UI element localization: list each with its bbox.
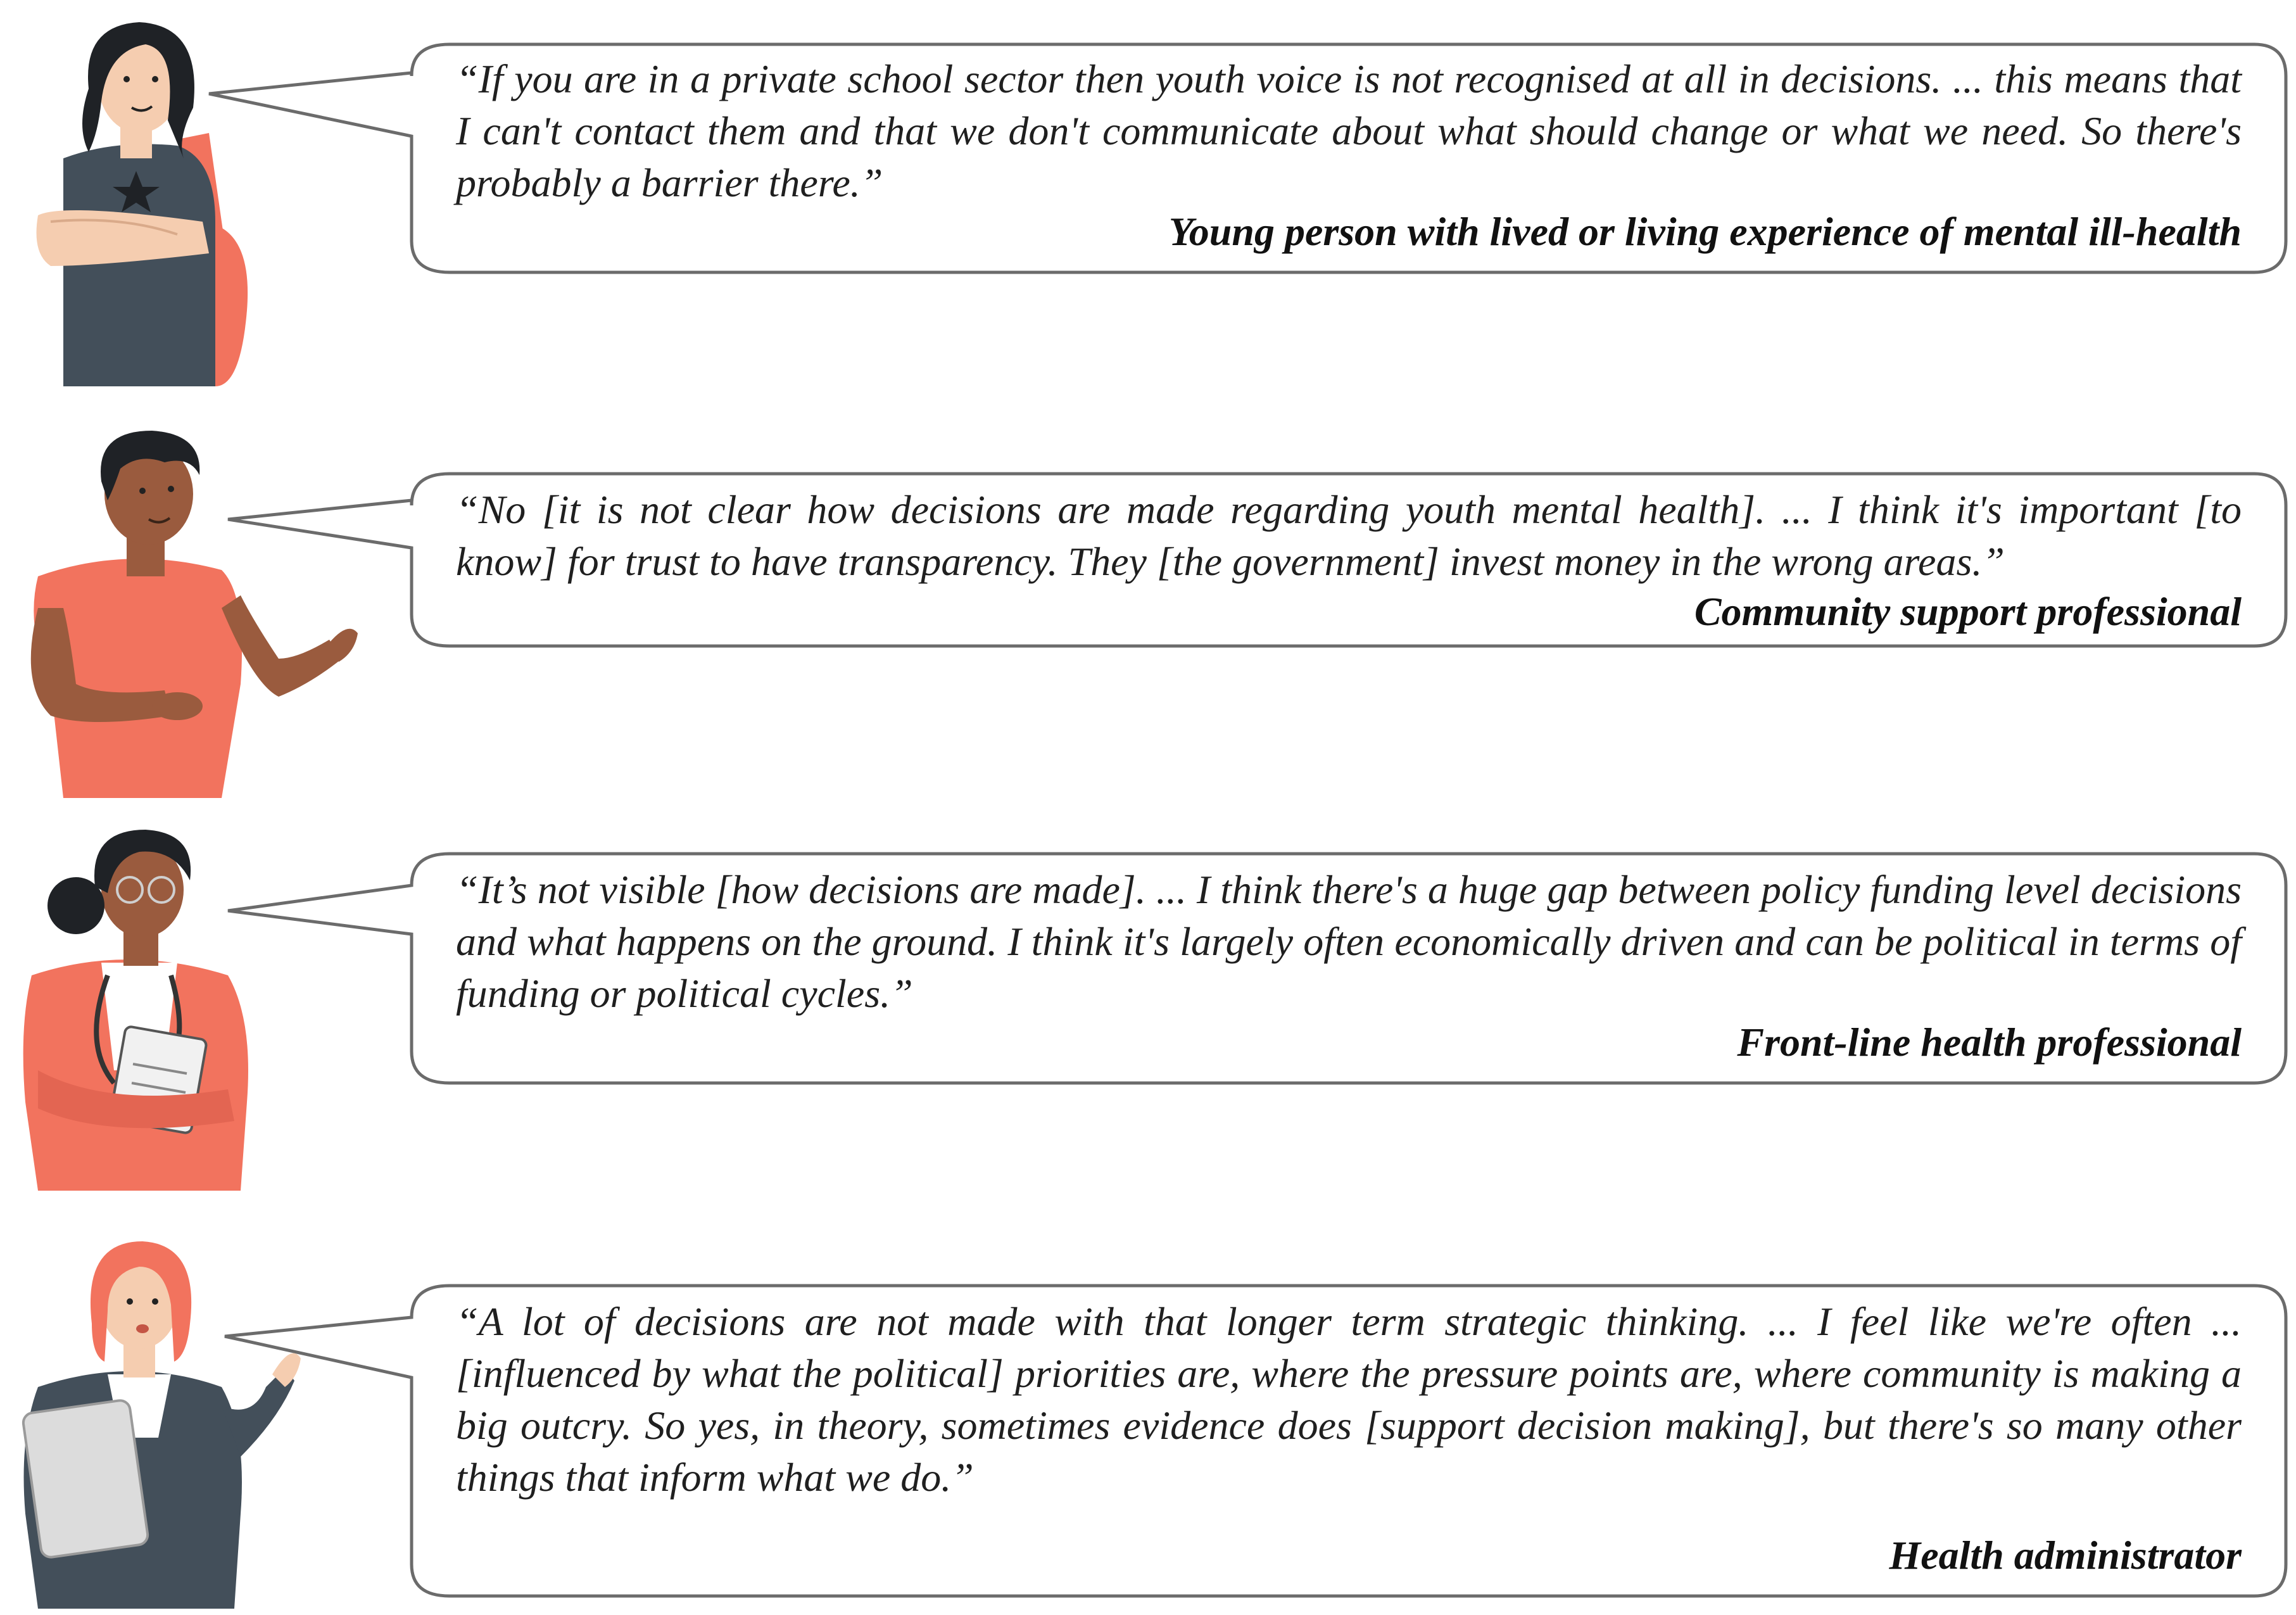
quote-row-2 <box>0 405 2296 798</box>
administrator-icon <box>13 1229 304 1615</box>
quote-row-4 <box>0 1203 2296 1615</box>
community-worker-icon <box>13 418 367 798</box>
quote-text-4: “A lot of decisions are not made with that longer term strategic thinking. ... I feel like we're often ... [influenced by what the political] priorities are, where the pressure points are, where community is making a big outcry. So yes, in theory, sometimes evidence does [support decision making], but there's so many other things that inform what we do.” <box>456 1299 2242 1500</box>
speaker-label-2: Community support professional <box>1694 589 2242 634</box>
quote-text-1: “If you are in a private school sector then youth voice is not recognised at all in decisions. ... this means that I can't contact them and that we don't communicate about what should change or what we need. So there's probably a barrier there.” <box>456 56 2242 205</box>
speaker-label-4: Health administrator <box>1889 1533 2242 1578</box>
quote-row-3 <box>0 798 2296 1203</box>
quote-text-2: “No [it is not clear how decisions are made regarding youth mental health]. ... I think it's important [to know] for trust to have transparency. They [the government] invest money in the wrong areas.” <box>456 487 2242 584</box>
quote-text-3: “It’s not visible [how decisions are made]. ... I think there's a huge gap between policy funding level decisions and what happens on the ground. I think it's largely often economically driven and can be political in terms of funding or political cycles.” <box>456 867 2242 1016</box>
speaker-label-1: Young person with lived or living experience of mental ill-health <box>1168 209 2242 254</box>
young-person-icon <box>25 13 266 393</box>
quote-row-1 <box>0 0 2296 405</box>
health-professional-icon <box>13 817 266 1197</box>
speaker-label-3: Front-line health professional <box>1737 1020 2242 1065</box>
